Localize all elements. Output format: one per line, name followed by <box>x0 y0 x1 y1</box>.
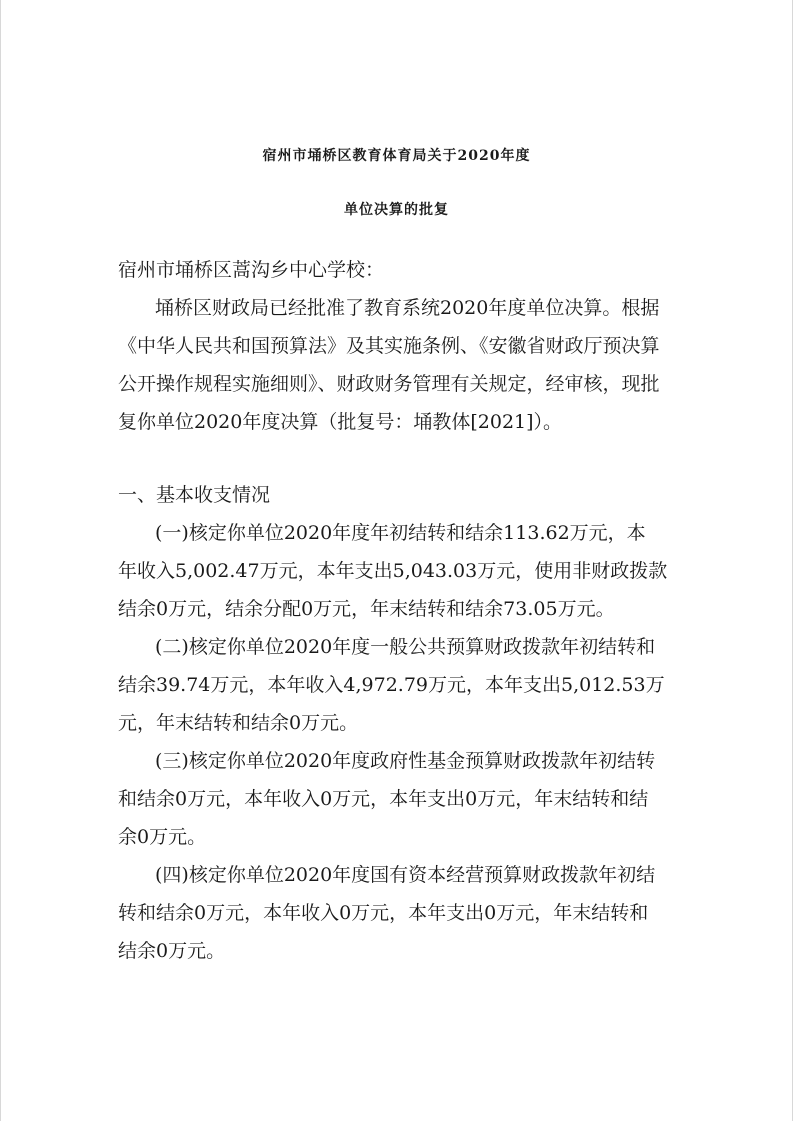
item3-line-2: 和结余0万元，本年收入0万元，本年支出0万元，年末结转和结 <box>118 788 649 810</box>
intro-line-3: 公开操作规程实施细则》、财政财务管理有关规定，经审核，现批 <box>118 373 660 395</box>
item2-line-2: 结余39.74万元，本年收入4,972.79万元，本年支出5,012.53万 <box>118 674 665 696</box>
item1-line-2: 年收入5,002.47万元，本年支出5,043.03万元，使用非财政拨款 <box>118 560 668 582</box>
recipient-line: 宿州市埇桥区蒿沟乡中心学校： <box>118 259 385 281</box>
item3-line-3: 余0万元。 <box>118 826 207 848</box>
item3-line-1: (三)核定你单位2020年度政府性基金预算财政拨款年初结转 <box>155 750 656 772</box>
item2-line-1: (二)核定你单位2020年度一般公共预算财政拨款年初结转和 <box>155 636 656 658</box>
document-title-line-2: 单位决算的批复 <box>344 202 449 218</box>
item4-line-2: 转和结余0万元，本年收入0万元，本年支出0万元，年末结转和 <box>118 902 649 924</box>
intro-line-2: 《中华人民共和国预算法》及其实施条例、《安徽省财政厅预决算 <box>118 335 660 357</box>
item1-line-1: (一)核定你单位2020年度年初结转和结余113.62万元，本 <box>155 522 646 544</box>
item4-line-1: (四)核定你单位2020年度国有资本经营预算财政拨款年初结 <box>155 864 656 886</box>
section-heading-basic-income-expenditure: 一、基本收支情况 <box>118 484 271 506</box>
item1-line-3: 结余0万元，结余分配0万元，年末结转和结余73.05万元。 <box>118 598 615 620</box>
document-title-line-1: 宿州市埇桥区教育体育局关于2020年度 <box>262 148 531 164</box>
intro-line-1: 埇桥区财政局已经批准了教育系统2020年度单位决算。根据 <box>155 297 660 319</box>
item2-line-3: 元，年末结转和结余0万元。 <box>118 712 359 734</box>
item4-line-3: 结余0万元。 <box>118 940 226 962</box>
intro-line-4: 复你单位2020年度决算（批复号：埇教体[2021]）。 <box>118 411 563 433</box>
